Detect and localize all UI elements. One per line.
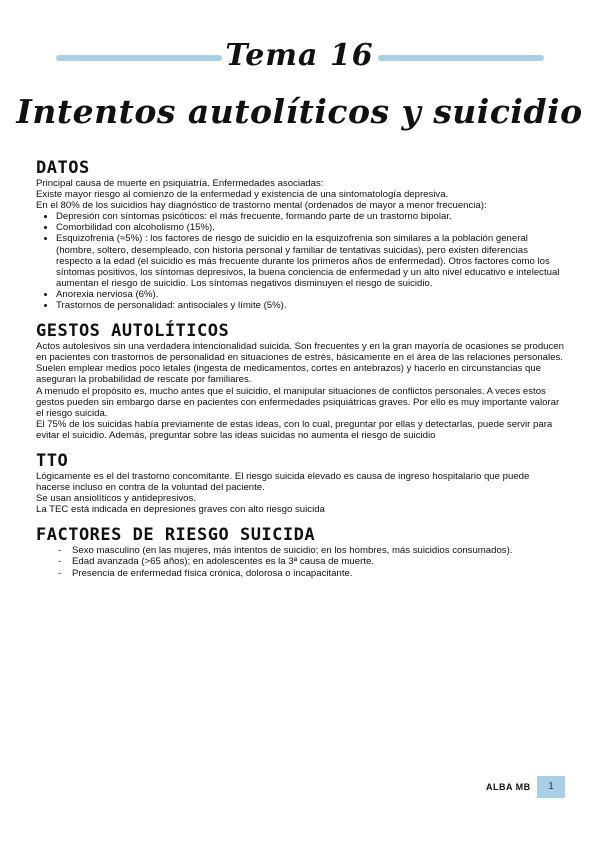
- page-number-badge: 1: [537, 776, 565, 798]
- paragraph: El 75% de los suicidas había previamente de estas ideas, con lo cual, preguntar por ellas y detectarlas, puede servir para evitar el suicidio. Además, preguntar sobre las ideas suicidas no aumenta el riesgo de suicidio: [36, 418, 553, 441]
- risk-factor-list: [36, 545, 566, 578]
- section-gestos: [36, 321, 566, 441]
- paragraph: Lógicamente es el del trastorno concomitante. El riesgo suicida elevado es causa de ingreso hospitalario que puede hacerse incluso en contra de la voluntad del paciente.: [36, 470, 530, 494]
- list-item: • Trastornos de personalidad: antisociales y límite (5%).: [56, 300, 566, 311]
- paragraph: Se usan ansiolíticos y antidepresivos.: [36, 493, 196, 505]
- page-subtitle: Intentos autolíticos y suicidio: [16, 92, 583, 131]
- paragraph: A menudo el propósito es, mucho antes que el suicidio, el manipular situaciones de conflictos personales. A veces estos gestos pueden sin embargo darse en pacientes con enfermedades psiquiátricas graves. Por ello es muy importante valorar el riesgo suicida.: [36, 385, 560, 419]
- list-item: • Comorbilidad con alcoholismo (15%).: [56, 222, 566, 233]
- section-heading-factores: FACTORES DE RIESGO SUICIDA: [36, 525, 316, 546]
- paragraph: Principal causa de muerte en psiquiatría. Enfermedades asociadas:: [36, 178, 324, 189]
- page-title: Tema 16: [225, 38, 374, 73]
- paragraph: Actos autolesivos sin una verdadera intencionalidad suicida. Son frecuentes y en la gran mayoría de ocasiones se producen en pacientes con trastornos de personalidad en situaciones de estrés, básicamente en el área de las relaciones personales. Suelen emplear medios poco letales (ingesta de medicamentos, cortes en antebrazos) y hacerlo en circunstancias que aseguran la probabilidad de rescate por familiares.: [36, 341, 564, 386]
- section-datos: [36, 158, 566, 311]
- section-factores: [36, 525, 566, 578]
- list-item: • Depresión con síntomas psicóticos: el más frecuente, formando parte de un trastorno bipolar.: [56, 211, 566, 222]
- list-item: - Presencia de enfermedad física crónica, dolorosa o incapacitante.: [58, 568, 566, 579]
- paragraph: Existe mayor riesgo al comienzo de la enfermedad y existencia de una sintomatología depresiva.: [36, 189, 449, 201]
- author-name: ALBA MB: [486, 782, 531, 792]
- list-item: • Anorexia nerviosa (6%).: [56, 289, 566, 300]
- section-tto: [36, 451, 566, 515]
- paragraph: En el 80% de los suicidios hay diagnóstico de trastorno mental (ordenados de mayor a menor frecuencia):: [36, 200, 487, 212]
- paragraph: La TEC está indicada en depresiones graves con alto riesgo suicida: [36, 504, 325, 516]
- section-heading-gestos: GESTOS AUTOLÍTICOS: [36, 321, 230, 342]
- list-item: - Edad avanzada (>65 años); en adolescentes es la 3ª causa de muerte.: [58, 556, 566, 567]
- section-heading-tto: TTO: [36, 450, 69, 471]
- section-heading-datos: DATOS: [36, 158, 90, 178]
- document-body: [36, 158, 566, 579]
- disorder-list: [36, 211, 566, 311]
- list-item: • Esquizofrenia (≈5%) : los factores de riesgo de suicidio en la esquizofrenia son similares a la población general (hombre, soltero, desempleado, con historia personal y familiar de tentativas suicidas), pero existen diferencias respecto a la edad (el suicidio es más frecuente durante los primeros años de enfermedad). Otros factores como los síntomas positivos, los síntomas depresivos, la buena conciencia de enfermedad y un alto nivel educativo e intelectual aumentan el riesgo de suicidio. Los síntomas negativos disminuyen el riesgo de suicidio.: [56, 233, 566, 288]
- list-item: - Sexo masculino (en las mujeres, más intentos de suicidio; en los hombres, más suicidios consumados).: [58, 545, 566, 556]
